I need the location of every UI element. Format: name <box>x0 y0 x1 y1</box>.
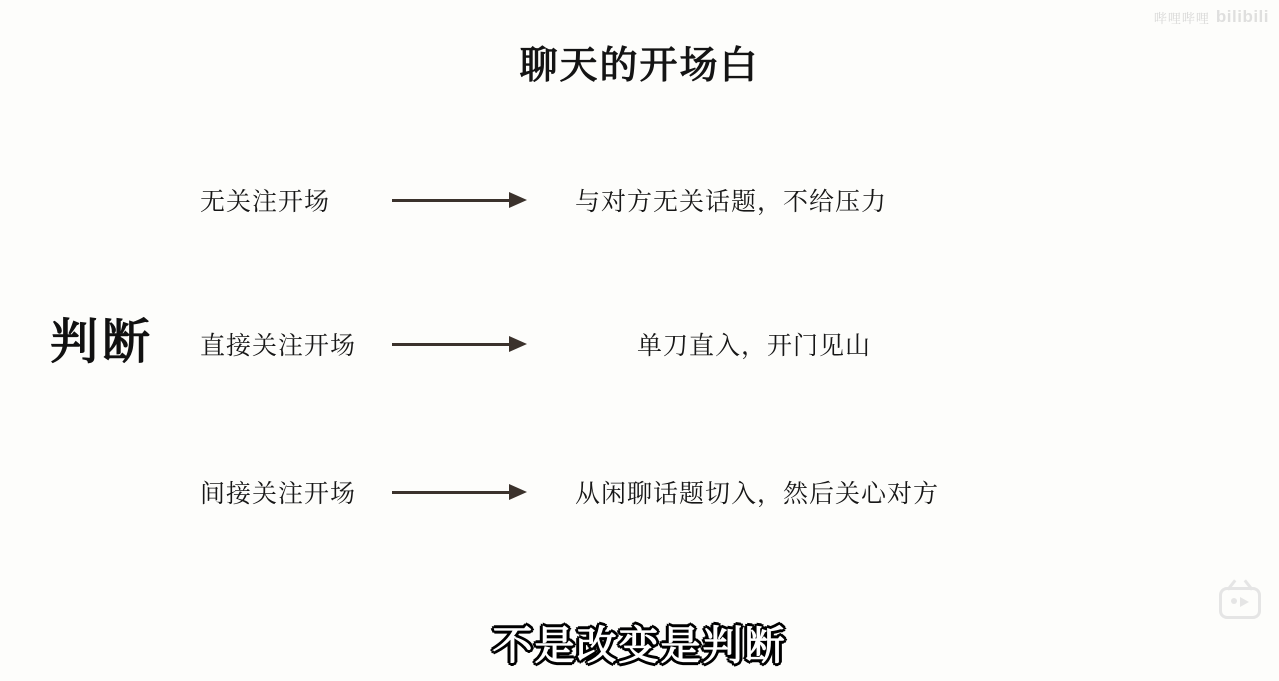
diagram-row <box>200 322 1200 366</box>
arrow-right-icon <box>392 190 527 210</box>
row-target-label: 与对方无关话题，不给压力 <box>575 189 888 216</box>
arrow-right-icon <box>392 334 527 354</box>
diagram-row <box>200 178 1200 222</box>
row-target-label: 单刀直入，开门见山 <box>637 333 872 360</box>
bilibili-logo-icon: bilibili <box>1215 7 1269 26</box>
category-label-judge: 判断 <box>50 316 155 369</box>
row-target-label: 从闲聊话题切入，然后关心对方 <box>575 481 940 508</box>
diagram-row <box>200 470 1200 514</box>
tv-player-icon <box>1219 587 1261 619</box>
row-source-label: 间接关注开场 <box>200 481 357 508</box>
row-source-label: 直接关注开场 <box>200 333 357 360</box>
arrow-right-icon <box>392 482 527 502</box>
page-title: 聊天的开场白 <box>519 45 760 87</box>
watermark-text: 哔哩哔哩 <box>1153 10 1210 26</box>
row-source-label: 无关注开场 <box>200 189 331 216</box>
bilibili-watermark <box>1069 0 1279 34</box>
subtitle-caption: 不是改变是判断 <box>492 624 787 668</box>
